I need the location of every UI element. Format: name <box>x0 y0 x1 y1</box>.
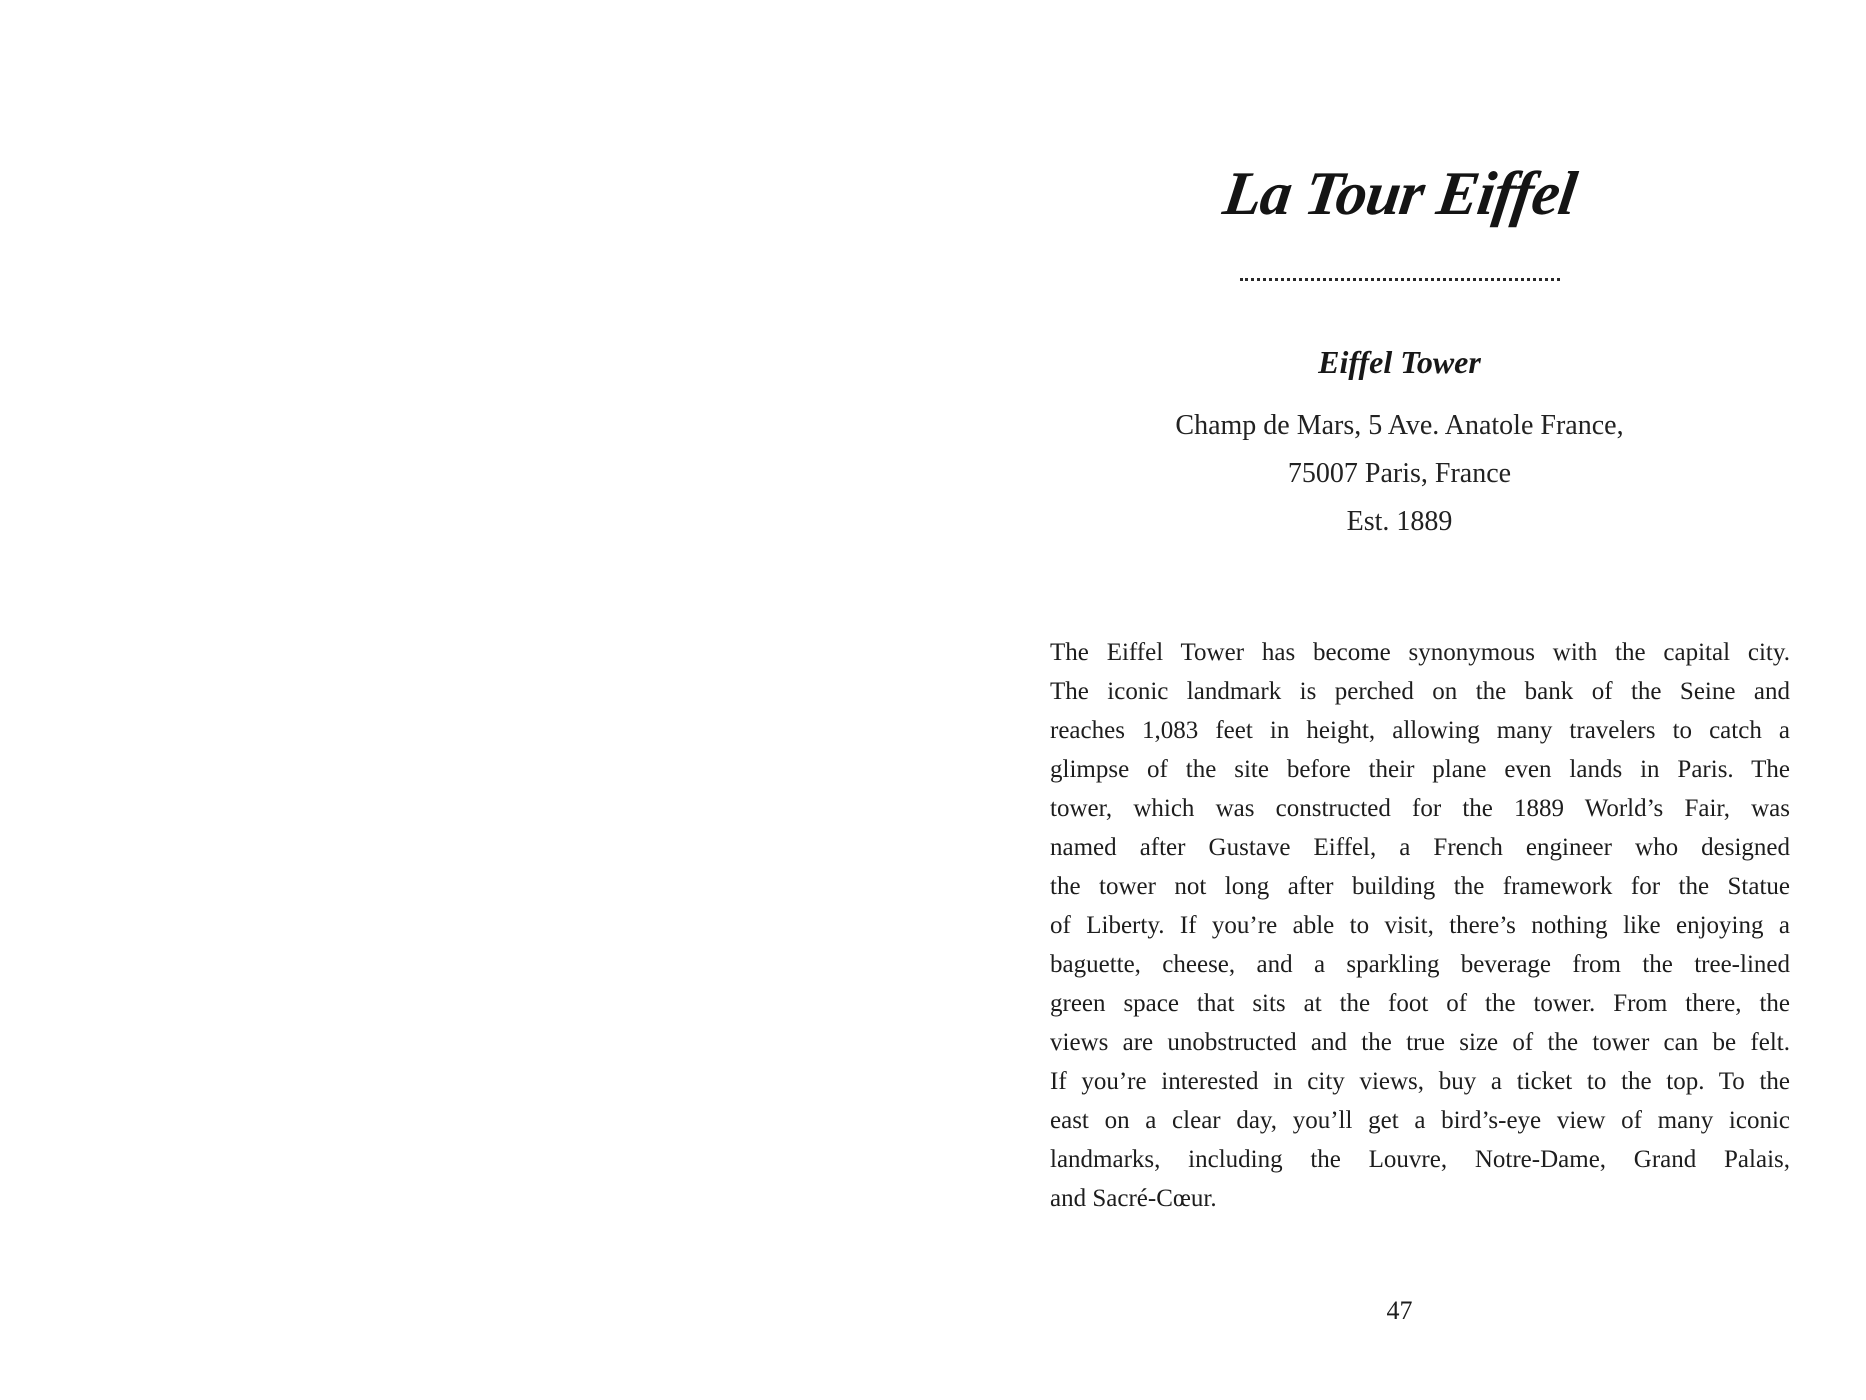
body-line: named after Gustave Eiffel, a French engineer who designed <box>1050 834 1790 861</box>
chapter-title <box>933 160 1866 228</box>
address-line-1: Champ de Mars, 5 Ave. Anatole France, <box>1175 410 1624 441</box>
body-line: views are unobstructed and the true size of the tower can be felt. <box>1050 1029 1790 1056</box>
body-line: reaches 1,083 feet in height, allowing many travelers to catch a <box>1050 717 1790 744</box>
body-line: and Sacré-Cœur. <box>1050 1185 1217 1212</box>
chapter-title-text: La Tour Eiffel <box>1219 160 1580 228</box>
right-page <box>933 0 1866 1400</box>
body-line: If you’re interested in city views, buy a ticket to the top. To the <box>1050 1068 1790 1095</box>
established-text: Est. 1889 <box>1346 506 1453 537</box>
body-line: the tower not long after building the framework for the Statue <box>1050 873 1790 900</box>
body-line: The iconic landmark is perched on the bank of the Seine and <box>1050 678 1790 705</box>
body-line: glimpse of the site before their plane even lands in Paris. The <box>1050 756 1790 783</box>
body-line: landmarks, including the Louvre, Notre-Dame, Grand Palais, <box>1050 1146 1790 1173</box>
body-line: east on a clear day, you’ll get a bird’s-eye view of many iconic <box>1050 1107 1790 1134</box>
page-number: 47 <box>1386 1296 1413 1325</box>
place-name-heading: Eiffel Tower <box>1318 344 1481 380</box>
body-line: tower, which was constructed for the 1889 World’s Fair, was <box>1050 795 1790 822</box>
body-line: The Eiffel Tower has become synonymous with the capital city. <box>1050 639 1790 666</box>
dotted-divider <box>1240 262 1560 281</box>
body-paragraph <box>1050 633 1790 1218</box>
body-line: baguette, cheese, and a sparkling beverage from the tree-lined <box>1050 951 1790 978</box>
address-line-2: 75007 Paris, France <box>1287 458 1512 489</box>
address-block <box>933 402 1866 546</box>
body-line: of Liberty. If you’re able to visit, there’s nothing like enjoying a <box>1050 912 1790 939</box>
body-line: green space that sits at the foot of the tower. From there, the <box>1050 990 1790 1017</box>
